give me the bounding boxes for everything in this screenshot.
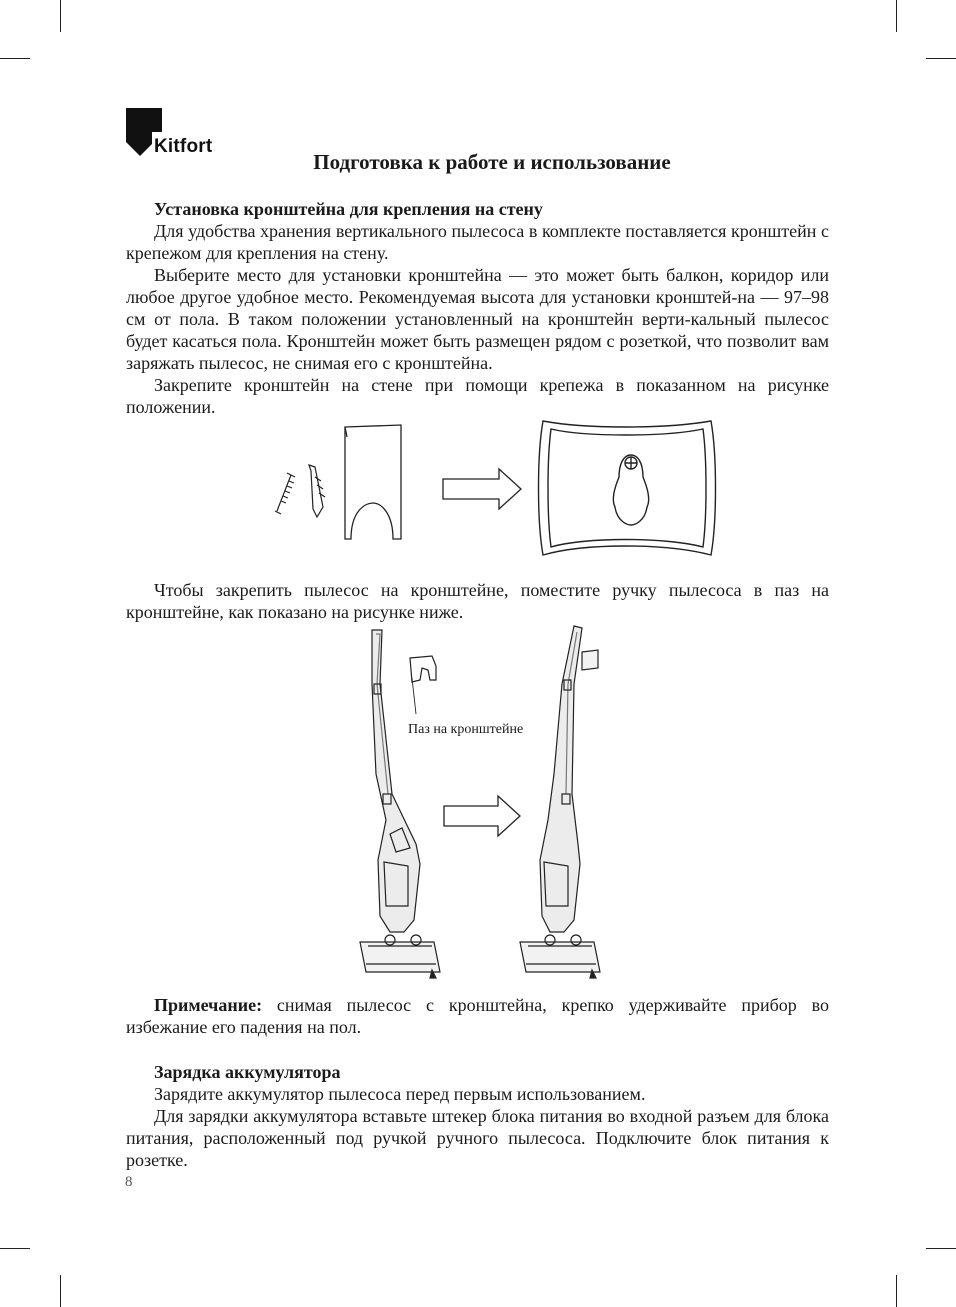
paragraph: Для удобства хранения вертикального пылесоса в комплекте поставляется кронштейн с крепежом для крепления на стену. [126,221,829,263]
crop-mark [926,1248,956,1249]
brand-name: Kitfort [154,136,213,157]
crop-mark [896,1275,897,1307]
bracket-figure [265,415,725,565]
paragraph: Закрепите кронштейн на стене при помощи крепежа в показанном на рисунке положении. [126,375,829,417]
section-heading: Зарядка аккумулятора [154,1062,341,1082]
bracket-piece-icon [345,425,401,539]
screw-icon [275,465,325,517]
note-label: Примечание: [154,995,263,1015]
note [126,994,829,1038]
crop-mark [0,58,30,59]
note-paragraph [126,994,829,1038]
figure-caption: Паз на кронштейне [408,722,524,737]
crop-mark [0,1248,30,1249]
crop-mark [60,0,61,32]
paragraph: Чтобы закрепить пылесос на кронштейне, поместите ручку пылесоса в паз на кронштейне, как показано на рисунке ниже. [126,580,829,622]
crop-mark [60,1275,61,1307]
section-bracket-continued [126,579,829,623]
crop-mark [896,0,897,32]
section-charging [126,1061,829,1171]
vacuum-left-icon [360,630,440,978]
section-heading: Установка кронштейна для крепления на стену [154,199,543,219]
arrow-right-icon [443,469,521,509]
vacuum-bracket-figure [350,624,650,989]
paragraph: Для зарядки аккумулятора вставьте штекер блока питания во входной разъем для блока питания, расположенный под ручкой ручного пылесоса. Подключите блок питания к розетке. [126,1106,829,1170]
note-text: снимая пылесос с кронштейна, крепко удерживайте прибор во избежание его падения на пол. [126,995,829,1037]
arrow-right-icon [444,796,520,836]
page-title: Подготовка к работе и использование [313,150,671,174]
section-bracket [126,198,829,418]
bracket-piece-icon [410,656,436,714]
mounted-bracket-icon [539,421,716,555]
paragraph: Зарядите аккумулятор пылесоса перед первым использованием. [154,1084,646,1104]
page-number: 8 [125,1174,133,1190]
vacuum-right-icon [520,626,600,978]
crop-mark [926,58,956,59]
paragraph: Выберите место для установки кронштейна — это может быть балкон, коридор или любое другое удобное место. Рекомендуемая высота для установки кронштей-на — 97–98 см от пола. В таком положении установленный на кронштейн верти-кальный пылесос будет касаться пола. Кронштейн может быть размещен рядом с розеткой, что позволит вам заряжать пылесос, не снимая его с кронштейна. [126,265,829,373]
